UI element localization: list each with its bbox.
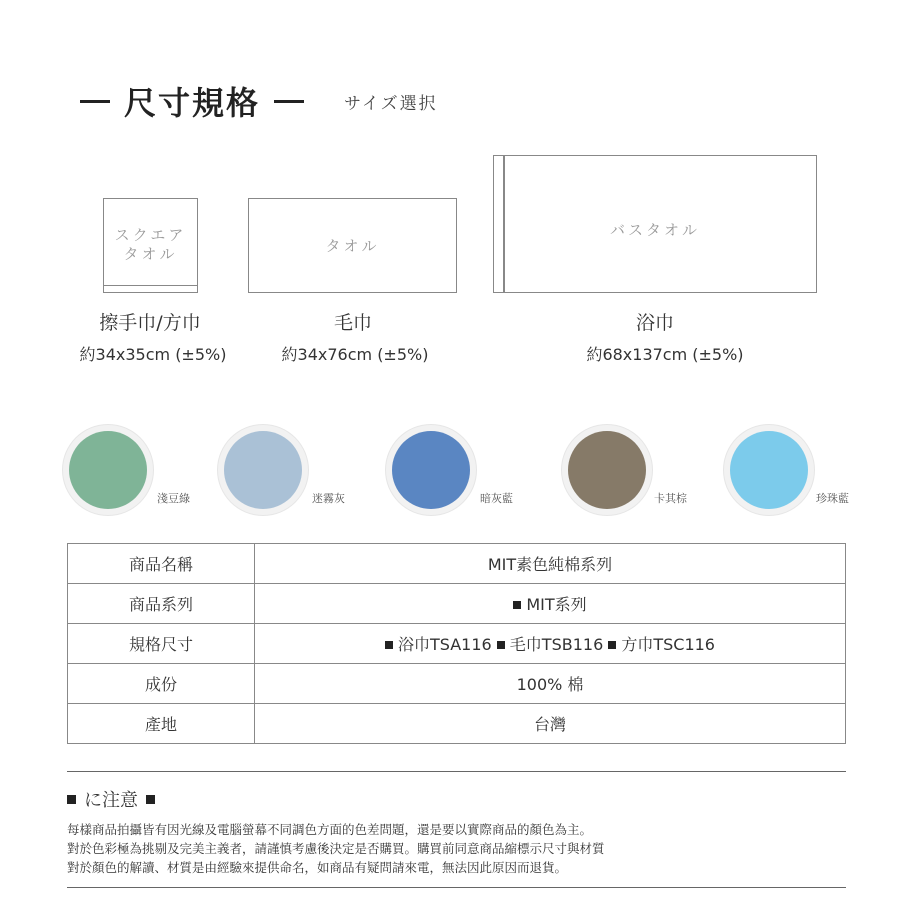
color-swatch-fill [392,431,470,509]
table-value-cell: MIT素色純棉系列 [255,544,846,584]
color-swatch-fill [224,431,302,509]
table-value-item: 浴巾TSA116 [397,635,492,654]
color-label-5: 珍珠藍 [816,492,849,505]
notice-line: 每樣商品拍攝皆有因光線及電腦螢幕不同調色方面的色差問題，還是要以實際商品的顏色為主。 [67,822,593,837]
table-value-cell: 100% 棉 [255,664,846,704]
table-key-cell: 商品系列 [68,584,255,624]
divider-top [67,771,846,772]
size-diagram-label: バスタオル [609,221,700,239]
table-key-cell: 成份 [68,664,255,704]
table-row [68,584,846,624]
notice-text [67,820,847,877]
size-diagram-towel [248,198,457,293]
size-name-towel: 毛巾 [333,312,372,334]
heading-dash-left [80,100,110,103]
bullet-square-icon [146,795,155,804]
size-diagram-label-line2: タオル [123,245,178,263]
color-swatch-fill [69,431,147,509]
table-value-item: 毛巾TSB116 [509,635,604,654]
table-row [68,664,846,704]
size-diagram-label: タオル [325,237,380,255]
color-swatch-4 [562,425,652,515]
divider-bottom [67,887,846,888]
table-row [68,624,846,664]
fold-line [104,285,197,287]
size-diagram-label-line1: スクエア [114,226,187,244]
size-dimension-towel: 約34x76cm (±5%) [281,345,429,364]
color-swatch-2 [218,425,308,515]
color-label-2: 迷霧灰 [312,492,345,505]
page-title: 尺寸規格 [124,84,261,122]
table-value-cell [255,584,846,624]
color-swatch-fill [568,431,646,509]
table-value-item: 方巾TSC116 [621,635,715,654]
notice-title-text: に注意 [84,790,138,811]
color-label-3: 暗灰藍 [480,492,513,505]
table-row [68,544,846,584]
table-key-cell: 產地 [68,704,255,744]
table-key-cell: 商品名稱 [68,544,255,584]
size-diagram-square-towel [103,198,198,293]
bullet-square-icon [67,795,76,804]
bullet-square-icon [513,601,521,609]
bullet-square-icon [608,641,616,649]
notice-line: 對於顏色的解讀、材質是由經驗來提供命名，如商品有疑問請來電，無法因此原因而退貨。 [67,860,568,875]
size-name-square-towel: 擦手巾/方巾 [99,312,201,334]
color-swatch-1 [63,425,153,515]
spec-table [67,543,846,744]
table-row [68,704,846,744]
table-value-text: MIT系列 [526,595,587,614]
notice-line: 對於色彩極為挑剔及完美主義者，請謹慎考慮後決定是否購買。購買前同意商品縮標示尺寸與材質 [67,841,605,856]
color-label-4: 卡其棕 [654,492,687,505]
section-heading [80,76,438,126]
color-swatch-fill [730,431,808,509]
table-value-cell: 台灣 [255,704,846,744]
color-label-1: 淺豆綠 [157,492,190,505]
size-diagram-bath-towel [493,155,817,293]
table-key-cell: 規格尺寸 [68,624,255,664]
size-name-bath-towel: 浴巾 [635,312,674,334]
color-swatch-3 [386,425,476,515]
bullet-square-icon [385,641,393,649]
heading-dash-right [274,100,304,103]
bullet-square-icon [497,641,505,649]
table-value-cell [255,624,846,664]
size-dimension-bath-towel: 約68x137cm (±5%) [586,345,744,364]
size-dimension-square-towel: 約34x35cm (±5%) [79,345,227,364]
notice-title [67,786,155,812]
page-subtitle: サイズ選択 [344,93,438,114]
color-swatch-5 [724,425,814,515]
